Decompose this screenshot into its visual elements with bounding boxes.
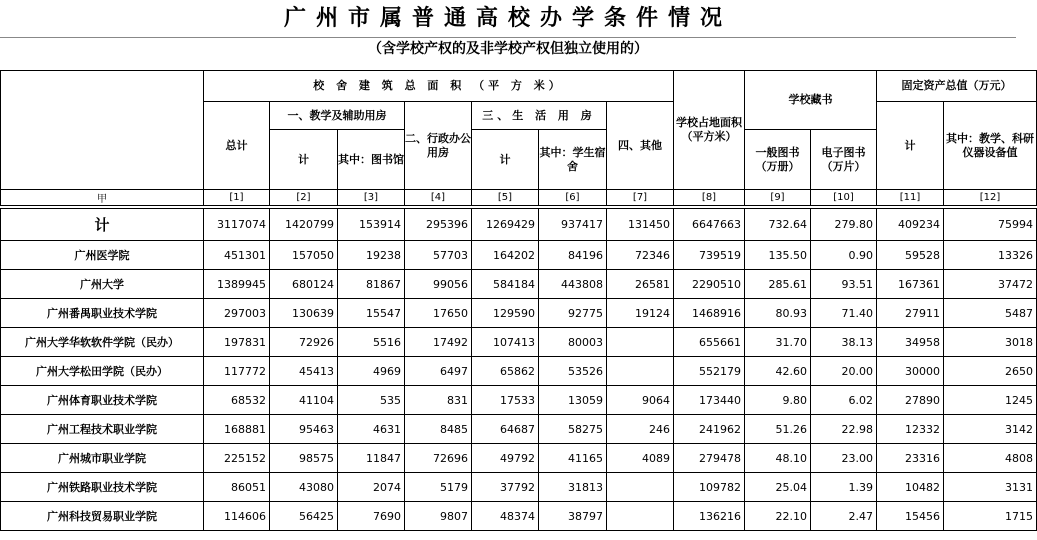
column-index-label: [11] xyxy=(877,190,944,206)
table-cell: 1468916 xyxy=(674,299,745,328)
table-cell: 15456 xyxy=(877,502,944,531)
table-cell: 98575 xyxy=(270,444,338,473)
table-row xyxy=(1,415,1037,444)
column-index-label: [9] xyxy=(745,190,811,206)
table-cell: 117772 xyxy=(204,357,270,386)
table-cell: 64687 xyxy=(472,415,539,444)
table-cell: 41104 xyxy=(270,386,338,415)
column-index-label: [12] xyxy=(944,190,1037,206)
table-cell: 732.64 xyxy=(745,209,811,241)
table-row xyxy=(1,328,1037,357)
table-cell: 38797 xyxy=(539,502,607,531)
table-cell: 20.00 xyxy=(811,357,877,386)
table-cell: 3117074 xyxy=(204,209,270,241)
school-name: 广州医学院 xyxy=(1,241,204,270)
table-cell: 1420799 xyxy=(270,209,338,241)
table-cell xyxy=(607,328,674,357)
table-cell: 84196 xyxy=(539,241,607,270)
table-cell: 197831 xyxy=(204,328,270,357)
table-cell: 86051 xyxy=(204,473,270,502)
table-cell: 655661 xyxy=(674,328,745,357)
table-cell: 92775 xyxy=(539,299,607,328)
table-cell: 1.39 xyxy=(811,473,877,502)
table-cell: 26581 xyxy=(607,270,674,299)
page-subtitle: （含学校产权的及非学校产权但独立使用的） xyxy=(368,41,648,57)
table-cell: 23316 xyxy=(877,444,944,473)
table-row xyxy=(1,241,1037,270)
header-library: 其中：图书馆 xyxy=(338,130,405,190)
table-cell: 72926 xyxy=(270,328,338,357)
table-cell: 1245 xyxy=(944,386,1037,415)
school-name: 广州铁路职业技术学院 xyxy=(1,473,204,502)
page-title: 广州市属普通高校办学条件情况 xyxy=(283,6,732,31)
school-conditions-table xyxy=(0,70,1037,531)
school-name: 广州大学华软软件学院（民办） xyxy=(1,328,204,357)
table-cell: 68532 xyxy=(204,386,270,415)
total-row xyxy=(1,209,1037,241)
header-ebooks: 电子图书（万片） xyxy=(811,130,877,190)
table-cell: 41165 xyxy=(539,444,607,473)
table-cell: 65862 xyxy=(472,357,539,386)
table-cell: 246 xyxy=(607,415,674,444)
table-cell: 27890 xyxy=(877,386,944,415)
table-cell: 17533 xyxy=(472,386,539,415)
table-cell: 443808 xyxy=(539,270,607,299)
table-cell: 17650 xyxy=(405,299,472,328)
column-index-label: 甲 xyxy=(1,190,204,206)
header-teaching: 一、教学及辅助用房 xyxy=(270,102,405,130)
header-living-total: 计 xyxy=(472,130,539,190)
table-cell: 164202 xyxy=(472,241,539,270)
table-cell: 42.60 xyxy=(745,357,811,386)
table-cell: 1269429 xyxy=(472,209,539,241)
table-cell: 12332 xyxy=(877,415,944,444)
table-cell: 241962 xyxy=(674,415,745,444)
table-cell: 2650 xyxy=(944,357,1037,386)
table-cell: 53526 xyxy=(539,357,607,386)
table-cell: 23.00 xyxy=(811,444,877,473)
table-cell xyxy=(607,502,674,531)
table-cell: 19124 xyxy=(607,299,674,328)
table-cell: 22.10 xyxy=(745,502,811,531)
column-index-label: [4] xyxy=(405,190,472,206)
table-cell: 58275 xyxy=(539,415,607,444)
table-cell: 13326 xyxy=(944,241,1037,270)
table-cell: 72696 xyxy=(405,444,472,473)
table-cell xyxy=(607,357,674,386)
table-cell: 38.13 xyxy=(811,328,877,357)
table-cell: 937417 xyxy=(539,209,607,241)
table-cell: 49792 xyxy=(472,444,539,473)
table-cell: 51.26 xyxy=(745,415,811,444)
table-cell: 30000 xyxy=(877,357,944,386)
table-cell: 93.51 xyxy=(811,270,877,299)
table-cell: 59528 xyxy=(877,241,944,270)
table-row xyxy=(1,270,1037,299)
table-cell: 3142 xyxy=(944,415,1037,444)
table-cell: 279478 xyxy=(674,444,745,473)
table-cell: 4631 xyxy=(338,415,405,444)
table-cell: 3018 xyxy=(944,328,1037,357)
table-cell: 535 xyxy=(338,386,405,415)
table-cell: 45413 xyxy=(270,357,338,386)
table-cell: 72346 xyxy=(607,241,674,270)
table-cell: 6647663 xyxy=(674,209,745,241)
table-cell: 130639 xyxy=(270,299,338,328)
table-cell: 135.50 xyxy=(745,241,811,270)
table-cell: 9064 xyxy=(607,386,674,415)
table-cell: 57703 xyxy=(405,241,472,270)
table-cell: 2290510 xyxy=(674,270,745,299)
header-admin: 二、行政办公用房 xyxy=(405,102,472,190)
table-cell: 285.61 xyxy=(745,270,811,299)
table-cell: 225152 xyxy=(204,444,270,473)
table-cell: 17492 xyxy=(405,328,472,357)
header-equipment: 其中：教学、科研仪器设备值 xyxy=(944,102,1037,190)
table-cell: 552179 xyxy=(674,357,745,386)
column-index-row xyxy=(1,190,1037,206)
header-dorm: 其中：学生宿舍 xyxy=(539,130,607,190)
table-cell: 739519 xyxy=(674,241,745,270)
table-row xyxy=(1,299,1037,328)
table-cell: 157050 xyxy=(270,241,338,270)
table-cell: 451301 xyxy=(204,241,270,270)
header-land-area: 学校占地面积（平方米） xyxy=(674,71,745,190)
table-cell: 295396 xyxy=(405,209,472,241)
table-row xyxy=(1,357,1037,386)
table-cell: 168881 xyxy=(204,415,270,444)
column-index-label: [6] xyxy=(539,190,607,206)
table-cell: 4089 xyxy=(607,444,674,473)
table-cell: 31.70 xyxy=(745,328,811,357)
table-cell: 19238 xyxy=(338,241,405,270)
school-name: 广州体育职业技术学院 xyxy=(1,386,204,415)
table-cell: 15547 xyxy=(338,299,405,328)
school-name: 广州番禺职业技术学院 xyxy=(1,299,204,328)
table-cell xyxy=(607,473,674,502)
table-cell: 31813 xyxy=(539,473,607,502)
table-cell: 9807 xyxy=(405,502,472,531)
table-cell: 5516 xyxy=(338,328,405,357)
table-cell: 56425 xyxy=(270,502,338,531)
header-general-books: 一般图书（万册） xyxy=(745,130,811,190)
table-cell: 5487 xyxy=(944,299,1037,328)
table-row xyxy=(1,473,1037,502)
table-cell: 6497 xyxy=(405,357,472,386)
table-cell: 13059 xyxy=(539,386,607,415)
table-cell: 2074 xyxy=(338,473,405,502)
table-cell: 37472 xyxy=(944,270,1037,299)
column-index-label: [5] xyxy=(472,190,539,206)
school-name: 广州城市职业学院 xyxy=(1,444,204,473)
table-cell: 136216 xyxy=(674,502,745,531)
header-building-area: 校 舍 建 筑 总 面 积 （平 方 米） xyxy=(204,71,674,102)
header-other: 四、其他 xyxy=(607,102,674,190)
table-row xyxy=(1,502,1037,531)
table-cell: 1715 xyxy=(944,502,1037,531)
table-cell: 167361 xyxy=(877,270,944,299)
table-cell: 2.47 xyxy=(811,502,877,531)
table-cell: 8485 xyxy=(405,415,472,444)
table-cell: 9.80 xyxy=(745,386,811,415)
table-cell: 22.98 xyxy=(811,415,877,444)
column-index-label: [8] xyxy=(674,190,745,206)
school-name: 计 xyxy=(1,209,204,241)
header-assets: 固定资产总值（万元） xyxy=(877,71,1037,102)
column-index-label: [10] xyxy=(811,190,877,206)
table-cell: 153914 xyxy=(338,209,405,241)
table-cell: 131450 xyxy=(607,209,674,241)
table-cell: 4969 xyxy=(338,357,405,386)
table-cell: 297003 xyxy=(204,299,270,328)
column-index-label: [2] xyxy=(270,190,338,206)
header-books: 学校藏书 xyxy=(745,71,877,130)
school-name: 广州大学松田学院（民办） xyxy=(1,357,204,386)
table-cell: 27911 xyxy=(877,299,944,328)
table-cell: 71.40 xyxy=(811,299,877,328)
table-cell: 129590 xyxy=(472,299,539,328)
column-index-label: [1] xyxy=(204,190,270,206)
header-total: 总计 xyxy=(204,102,270,190)
table-cell: 80003 xyxy=(539,328,607,357)
table-cell: 95463 xyxy=(270,415,338,444)
column-index-label: [3] xyxy=(338,190,405,206)
table-cell: 43080 xyxy=(270,473,338,502)
table-cell: 680124 xyxy=(270,270,338,299)
header-teaching-total: 计 xyxy=(270,130,338,190)
header-assets-total: 计 xyxy=(877,102,944,190)
table-cell: 48374 xyxy=(472,502,539,531)
school-name: 广州工程技术职业学院 xyxy=(1,415,204,444)
table-cell: 11847 xyxy=(338,444,405,473)
table-cell: 279.80 xyxy=(811,209,877,241)
table-cell: 48.10 xyxy=(745,444,811,473)
table-row xyxy=(1,386,1037,415)
table-cell: 99056 xyxy=(405,270,472,299)
table-cell: 81867 xyxy=(338,270,405,299)
table-cell: 37792 xyxy=(472,473,539,502)
table-cell: 75994 xyxy=(944,209,1037,241)
table-cell: 80.93 xyxy=(745,299,811,328)
table-cell: 173440 xyxy=(674,386,745,415)
table-cell: 34958 xyxy=(877,328,944,357)
school-name: 广州大学 xyxy=(1,270,204,299)
table-cell: 4808 xyxy=(944,444,1037,473)
table-cell: 584184 xyxy=(472,270,539,299)
table-cell: 7690 xyxy=(338,502,405,531)
table-cell: 109782 xyxy=(674,473,745,502)
table-cell: 5179 xyxy=(405,473,472,502)
header-blank-cell xyxy=(1,71,204,190)
table-cell: 1389945 xyxy=(204,270,270,299)
table-cell: 3131 xyxy=(944,473,1037,502)
table-cell: 114606 xyxy=(204,502,270,531)
school-name: 广州科技贸易职业学院 xyxy=(1,502,204,531)
table-cell: 6.02 xyxy=(811,386,877,415)
column-index-label: [7] xyxy=(607,190,674,206)
table-cell: 831 xyxy=(405,386,472,415)
table-cell: 25.04 xyxy=(745,473,811,502)
table-cell: 10482 xyxy=(877,473,944,502)
table-row xyxy=(1,444,1037,473)
header-living: 三、生 活 用 房 xyxy=(472,102,607,130)
table-cell: 0.90 xyxy=(811,241,877,270)
table-cell: 107413 xyxy=(472,328,539,357)
table-cell: 409234 xyxy=(877,209,944,241)
